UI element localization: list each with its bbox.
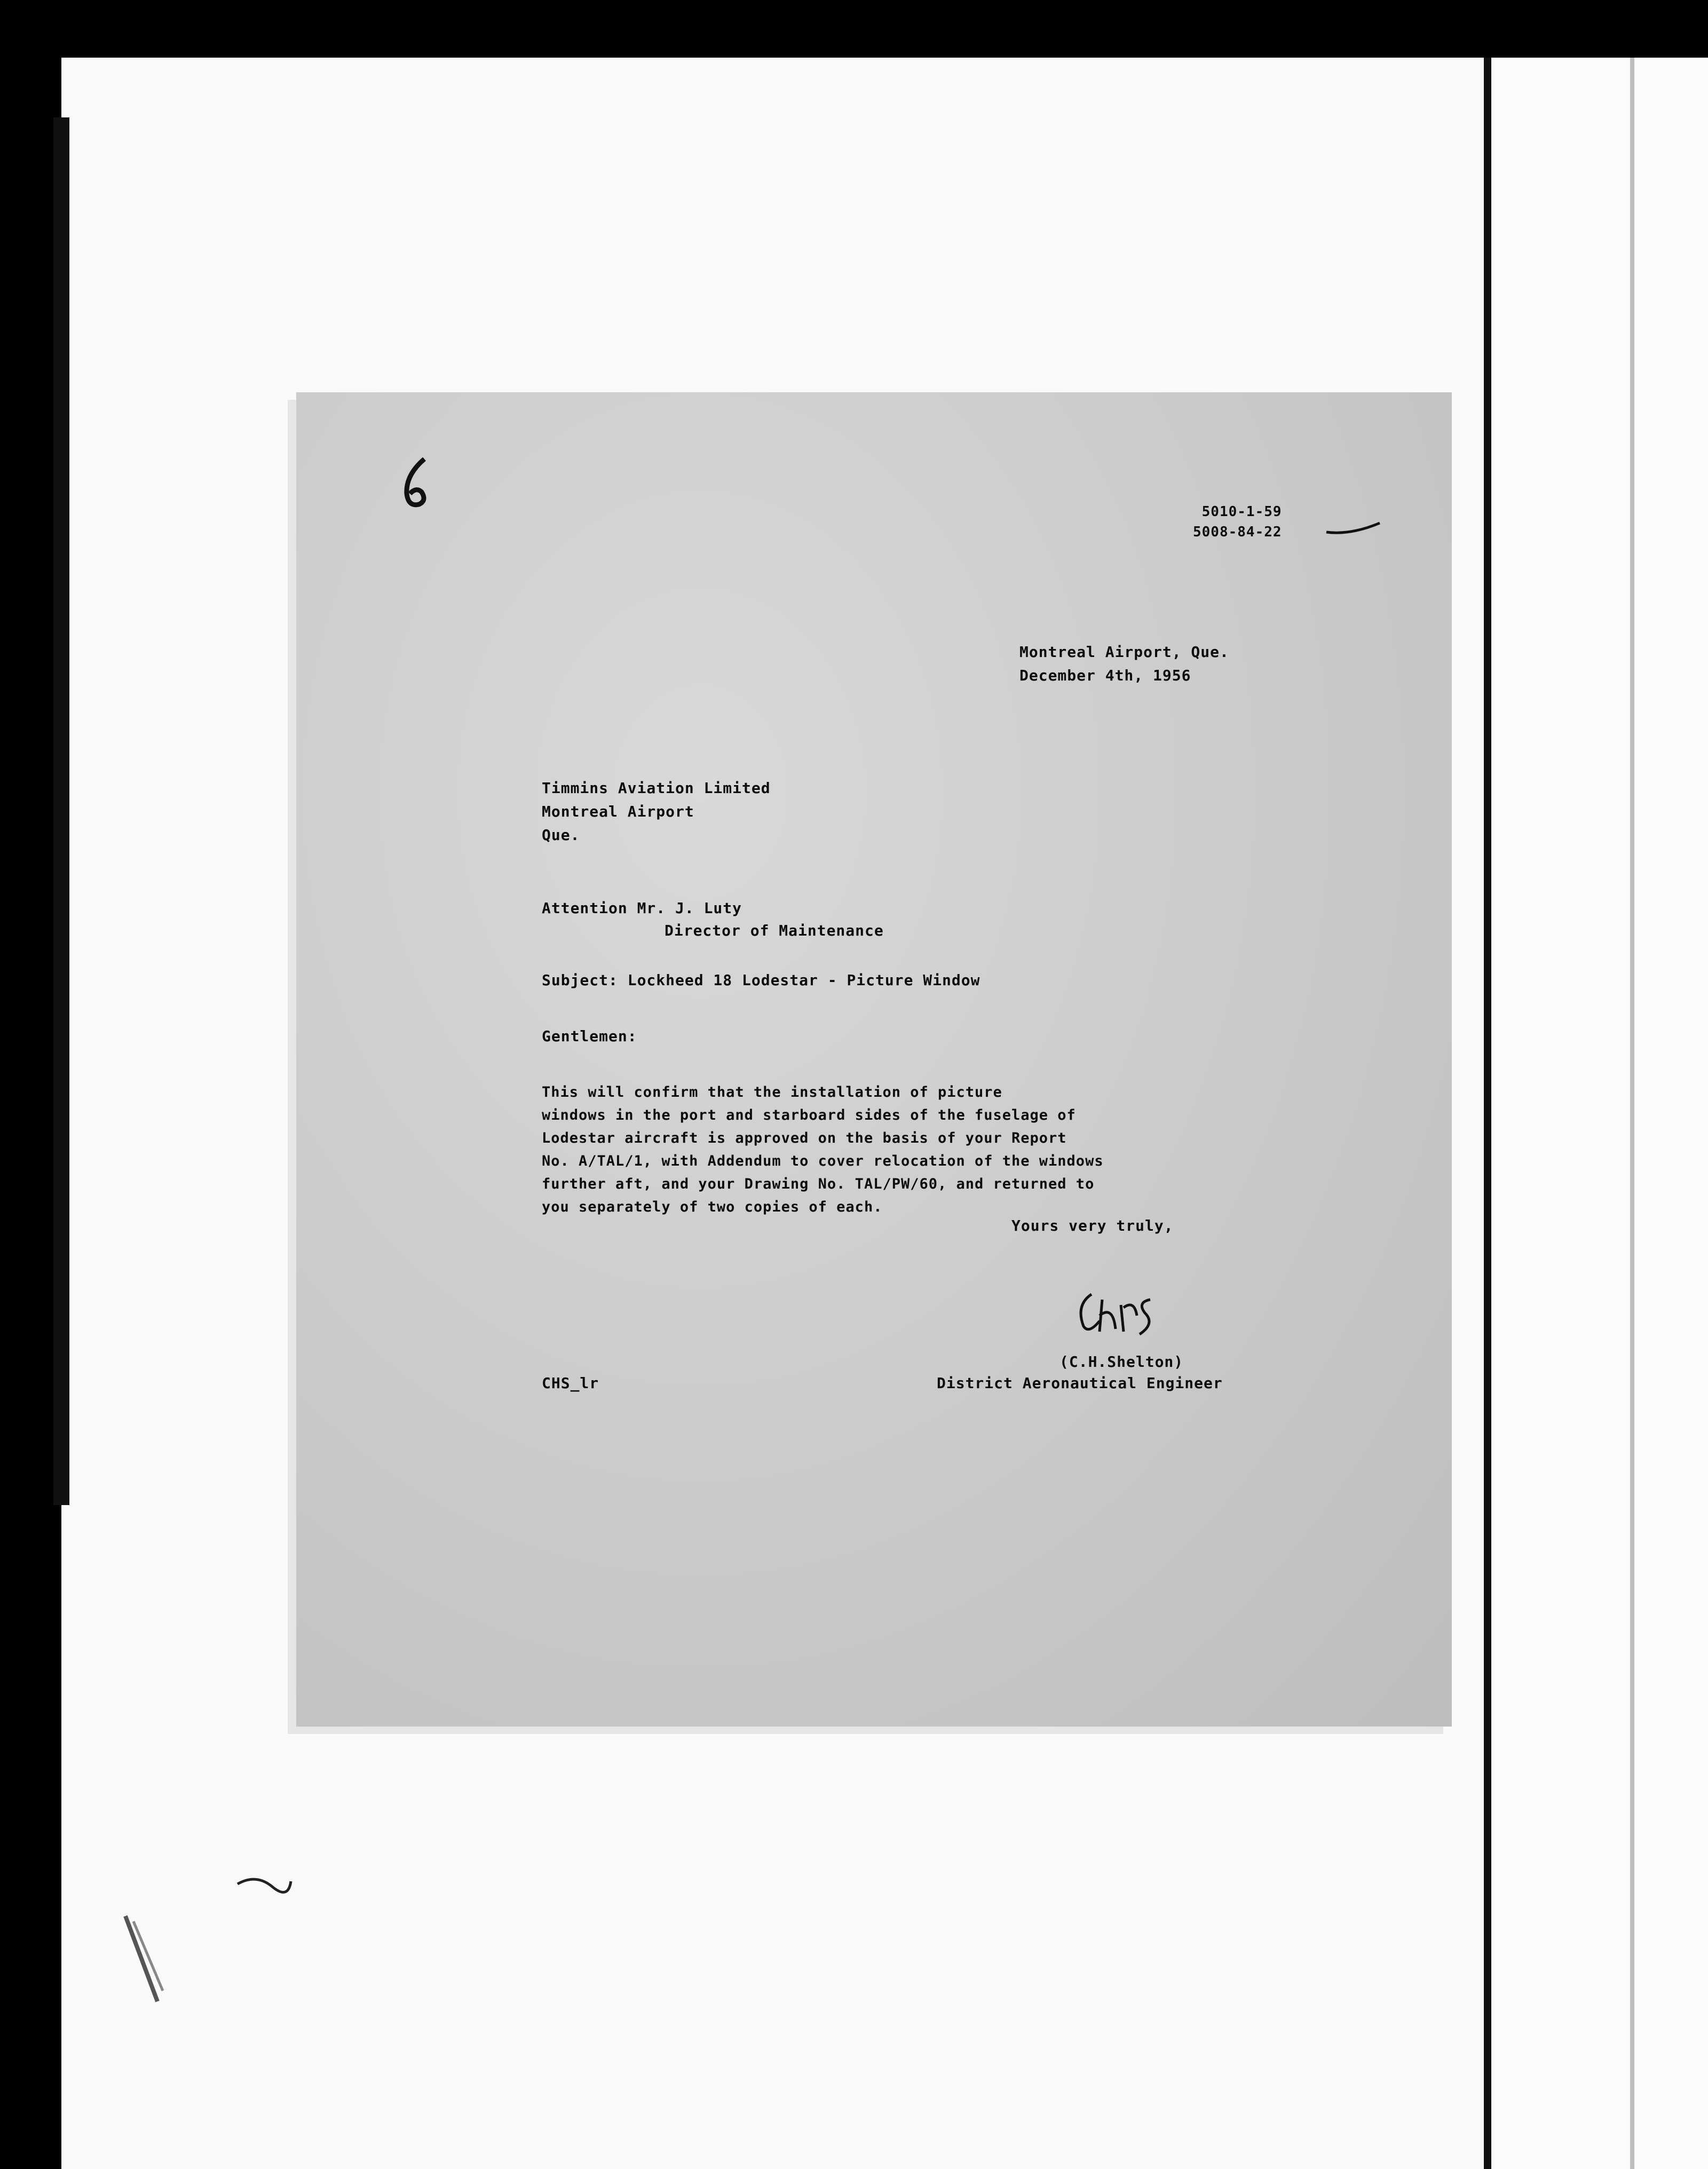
page-spine [1630, 58, 1634, 2169]
file-references [1193, 502, 1282, 542]
closing: Yours very truly, [1011, 1217, 1174, 1234]
date: December 4th, 1956 [1019, 667, 1191, 684]
file-ref-2: 5008-84-22 [1193, 524, 1282, 540]
scratch-mark [235, 1868, 294, 1900]
letter-body: This will confirm that the installation of picture windows in the port and starboard sides of the fuselage of Lodestar aircraft is approved on the basis of your Report No. A/TAL/1, with Addendum to cover relocation of the windows further aft, and your Drawing No. TAL/PW/60, and returned to you separately of two copies of each. [542, 1084, 1104, 1215]
signer-title: District Aeronautical Engineer [937, 1374, 1223, 1392]
recipient-company: Timmins Aviation Limited [542, 779, 771, 797]
recipient-location: Montreal Airport [542, 803, 694, 820]
place: Montreal Airport, Que. [1019, 643, 1229, 661]
signer-name: (C.H.Shelton) [1059, 1353, 1184, 1371]
recipient-address [542, 777, 771, 847]
pen-stroke [1324, 520, 1382, 536]
scan-edge-mark [53, 117, 69, 1505]
attention-line: Attention Mr. J. Luty [542, 899, 742, 917]
salutation: Gentlemen: [542, 1027, 637, 1045]
typist-initials: CHS_lr [542, 1374, 599, 1392]
handwritten-numeral [395, 454, 443, 512]
handwritten-signature [1070, 1284, 1161, 1342]
letter-page [296, 392, 1452, 1727]
dateline [1019, 640, 1229, 687]
recipient-province: Que. [542, 826, 580, 844]
scratch-mark [120, 1911, 168, 2007]
file-ref-1: 5010-1-59 [1201, 504, 1282, 520]
adjacent-page-strip [1484, 58, 1708, 2169]
attention-title: Director of Maintenance [665, 922, 884, 939]
subject-line: Subject: Lockheed 18 Lodestar - Picture Window [542, 971, 980, 989]
